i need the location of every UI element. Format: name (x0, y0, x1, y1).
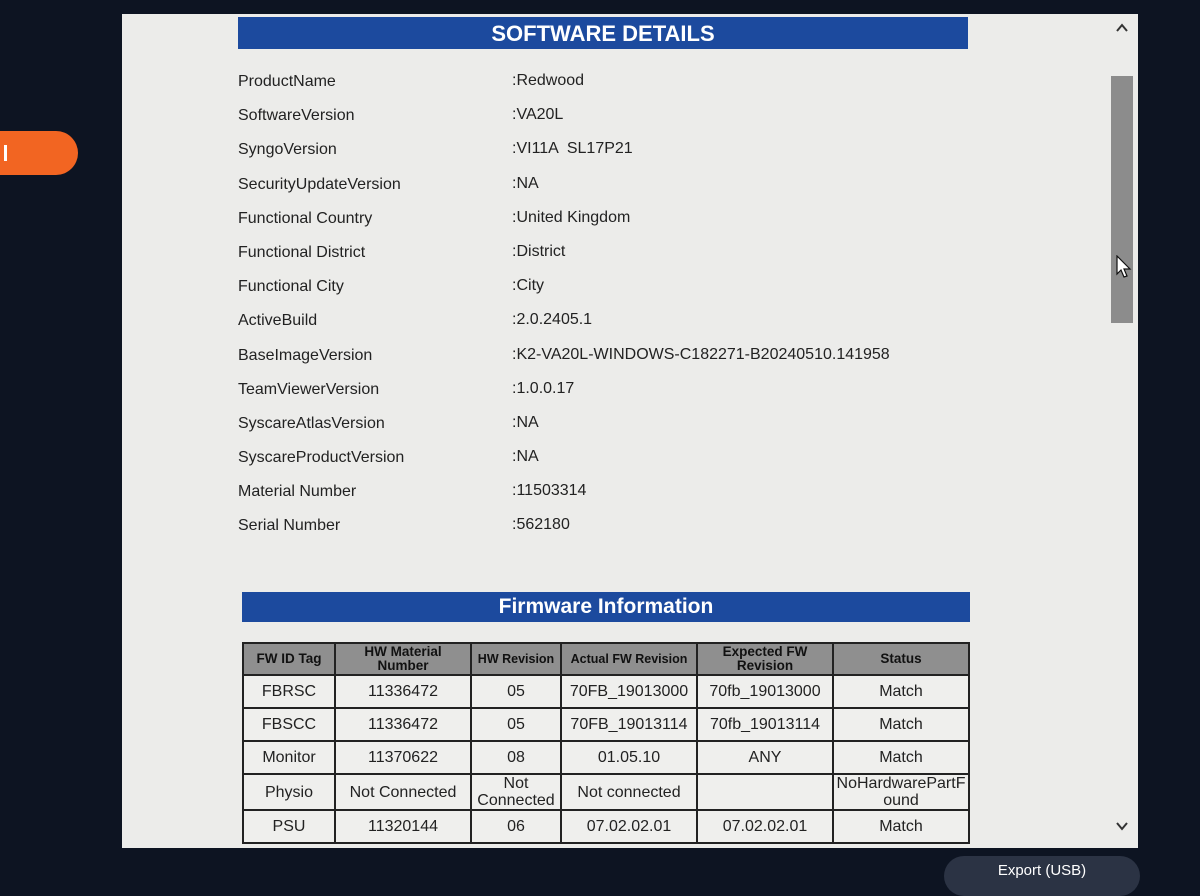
table-cell: Not Connected (471, 774, 561, 810)
table-cell: PSU (243, 810, 335, 843)
side-tab-button[interactable] (0, 131, 78, 175)
detail-value: : 1.0.0.17 (512, 380, 574, 398)
table-cell: Not connected (561, 774, 697, 810)
software-details-panel (122, 14, 1138, 848)
table-cell: 11336472 (335, 708, 471, 741)
detail-row-syscare-atlas-version (238, 411, 998, 445)
detail-row-base-image-version (238, 343, 998, 377)
table-cell: Physio (243, 774, 335, 810)
column-header-hw-revision: HW Revision (471, 643, 561, 675)
table-cell: 70fb_19013000 (697, 675, 833, 708)
table-cell: 11320144 (335, 810, 471, 843)
detail-value: : United Kingdom (512, 209, 630, 227)
detail-label: SyscareProductVersion (238, 449, 405, 467)
table-cell: 05 (471, 675, 561, 708)
table-row (243, 741, 969, 774)
table-cell: Monitor (243, 741, 335, 774)
chevron-up-icon[interactable] (1114, 20, 1130, 36)
detail-label: Material Number (238, 483, 357, 501)
table-cell: Not Connected (335, 774, 471, 810)
detail-label: SecurityUpdateVersion (238, 175, 401, 193)
detail-row-functional-country (238, 206, 998, 240)
detail-value: : 11503314 (512, 482, 586, 500)
table-cell: NoHardwarePartFound (833, 774, 969, 810)
detail-row-functional-district (238, 240, 998, 274)
scrollbar-thumb[interactable] (1111, 76, 1133, 323)
detail-row-product-name (238, 69, 998, 103)
firmware-information-title: Firmware Information (242, 592, 970, 622)
detail-value: : Redwood (512, 72, 584, 90)
detail-label: Serial Number (238, 517, 341, 535)
table-cell: 11370622 (335, 741, 471, 774)
table-cell: 70FB_19013114 (561, 708, 697, 741)
detail-label: ProductName (238, 73, 336, 90)
detail-row-syscare-product-version (238, 445, 998, 479)
table-cell: 06 (471, 810, 561, 843)
mouse-pointer-icon (1116, 255, 1132, 279)
detail-row-functional-city (238, 274, 998, 308)
side-tab-indicator (4, 145, 7, 161)
detail-value: : NA (512, 414, 539, 432)
chevron-down-icon[interactable] (1114, 818, 1130, 834)
column-header-fw-id-tag: FW ID Tag (243, 643, 335, 675)
column-header-expected-fw-revision: Expected FW Revision (697, 643, 833, 675)
detail-row-syngo-version (238, 137, 998, 171)
table-cell: 05 (471, 708, 561, 741)
detail-label: Functional City (238, 278, 344, 296)
detail-value: : NA (512, 175, 539, 193)
table-cell: 07.02.02.01 (561, 810, 697, 843)
detail-value: : K2-VA20L-WINDOWS-C182271-B20240510.141958 (512, 346, 890, 364)
table-cell: FBSCC (243, 708, 335, 741)
detail-value: : NA (512, 448, 539, 466)
detail-value: : 2.0.2405.1 (512, 311, 592, 329)
table-cell: 70FB_19013000 (561, 675, 697, 708)
detail-row-teamviewer-version (238, 377, 998, 411)
detail-label: Functional Country (238, 209, 373, 227)
firmware-table-header (243, 643, 969, 675)
detail-row-software-version (238, 103, 998, 137)
vertical-scrollbar[interactable] (1108, 14, 1138, 848)
detail-value: : 562180 (512, 516, 570, 534)
column-header-hw-material-number: HW Material Number (335, 643, 471, 675)
table-cell: 01.05.10 (561, 741, 697, 774)
software-details-title: SOFTWARE DETAILS (238, 17, 968, 49)
table-cell: Match (833, 675, 969, 708)
detail-label: BaseImageVersion (238, 346, 373, 364)
software-details-list (238, 69, 998, 548)
detail-row-material-number (238, 479, 998, 513)
table-cell: Match (833, 810, 969, 843)
detail-value: : City (512, 277, 544, 295)
table-cell: 11336472 (335, 675, 471, 708)
table-cell: 08 (471, 741, 561, 774)
table-cell: ANY (697, 741, 833, 774)
column-header-status: Status (833, 643, 969, 675)
detail-label: SyngoVersion (238, 141, 337, 159)
table-row (243, 810, 969, 843)
table-cell: 70fb_19013114 (697, 708, 833, 741)
detail-row-active-build (238, 308, 998, 342)
column-header-actual-fw-revision: Actual FW Revision (561, 643, 697, 675)
table-row (243, 708, 969, 741)
table-cell: Match (833, 741, 969, 774)
detail-row-security-update-version (238, 172, 998, 206)
table-row (243, 774, 969, 810)
detail-label: SoftwareVersion (238, 107, 355, 125)
export-usb-button[interactable]: Export (USB) (944, 856, 1140, 896)
table-cell: 07.02.02.01 (697, 810, 833, 843)
table-row (243, 675, 969, 708)
detail-value: : District (512, 243, 565, 261)
detail-label: Functional District (238, 243, 366, 261)
detail-value: : VI11A SL17P21 (512, 140, 633, 158)
detail-label: ActiveBuild (238, 312, 318, 330)
detail-label: SyscareAtlasVersion (238, 414, 385, 432)
detail-value: : VA20L (512, 106, 563, 124)
detail-label: TeamViewerVersion (238, 380, 380, 398)
table-cell (697, 774, 833, 810)
detail-row-serial-number (238, 513, 998, 547)
table-cell: Match (833, 708, 969, 741)
table-cell: FBRSC (243, 675, 335, 708)
firmware-table (242, 642, 970, 844)
